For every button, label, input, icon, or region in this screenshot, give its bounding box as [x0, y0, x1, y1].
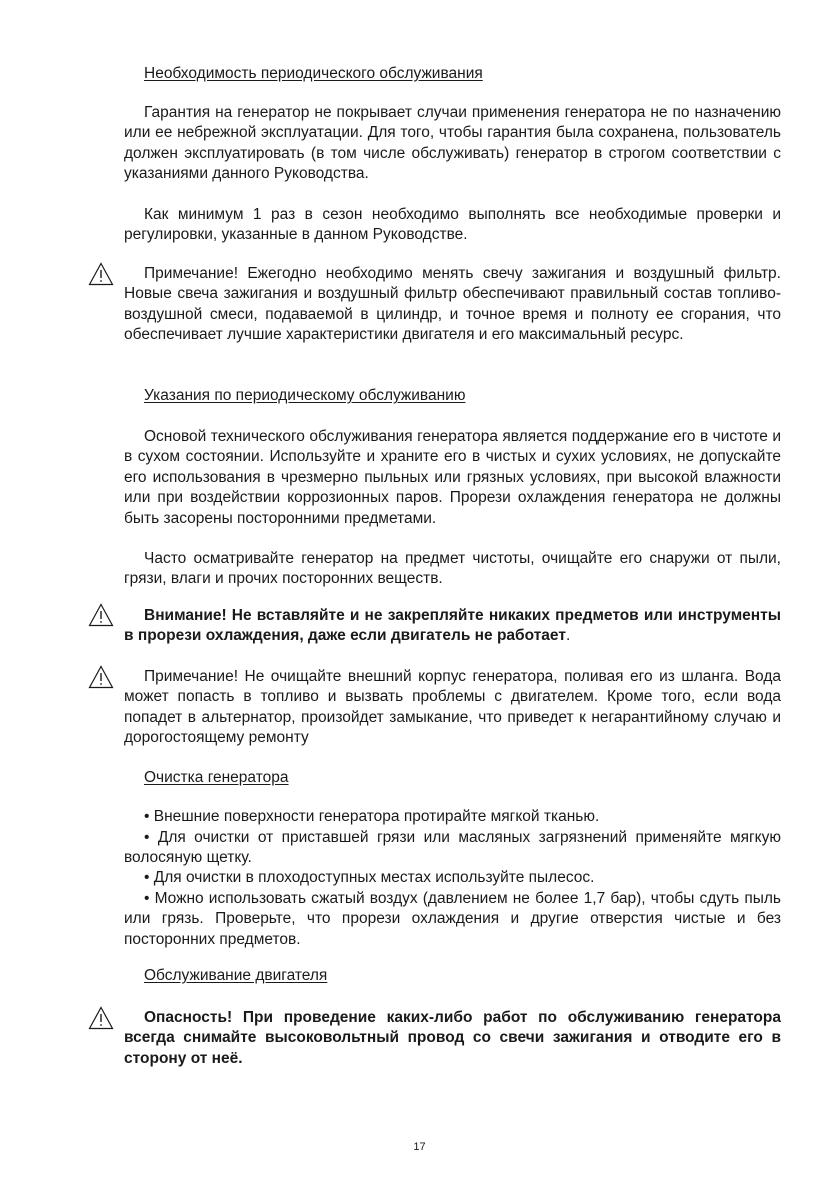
warning-triangle-icon	[88, 1006, 114, 1030]
warning-triangle-icon	[88, 665, 114, 689]
section-heading-cleaning: Очистка генератора	[144, 769, 289, 786]
list-item: • Можно использовать сжатый воздух (давлением не более 1,7 бар), чтобы сдуть пыль или грязь. Проверьте, что прорези охлаждения и другие отверстия чистые и без посторонних предметов.	[124, 890, 781, 948]
note-spark-plug-filter: Примечание! Ежегодно необходимо менять свечу зажигания и воздушный фильтр. Новые свеча зажигания и воздушный фильтр обеспечивают правильный состав топливо-воздушной смеси, подаваемой в цилиндр, и точное время и полноту ее сгорания, что обеспечивает лучшие характеристики двигателя и его максимальный ресурс.	[124, 265, 781, 344]
paragraph-inspect: Часто осматривайте генератор на предмет чистоты, очищайте его снаружи от пыли, грязи, влаги и прочих посторонних веществ.	[124, 550, 781, 588]
note-no-hose: Примечание! Не очищайте внешний корпус генератора, поливая его из шланга. Вода может попасть в топливо и вызвать проблемы с двигателем. Кроме того, если вода попадет в альтернатор, произойдет замыкание, что приведет к негарантийному случаю и дорогостоящему ремонту	[124, 668, 781, 747]
section-heading-engine-service: Обслуживание двигателя	[144, 967, 328, 984]
list-item: • Для очистки в плоходоступных местах используйте пылесос.	[144, 869, 595, 886]
danger-spark-plug-wire: Опасность! При проведение каких-либо работ по обслуживанию генератора всегда снимайте высоковольтный провод со свечи зажигания и отводите его в сторону от неё.	[124, 1009, 781, 1067]
list-item: • Внешние поверхности генератора протирайте мягкой тканью.	[144, 808, 600, 825]
paragraph-warranty: Гарантия на генератор не покрывает случаи применения генератора не по назначению или ее небрежной эксплуатации. Для того, чтобы гарантия была сохранена, пользователь должен эксплуатировать (в том числе обслуживать) генератор в строгом соответствии с указаниями данного Руководства.	[124, 104, 781, 183]
paragraph-season-checks: Как минимум 1 раз в сезон необходимо выполнять все необходимые проверки и регулировки, указанные в данном Руководстве.	[124, 206, 781, 244]
warning-cooling-slots-end: .	[565, 627, 571, 645]
page-number: 17	[413, 1141, 426, 1153]
warning-triangle-icon	[88, 603, 114, 627]
warning-triangle-icon	[88, 262, 114, 286]
section-heading-periodic-maintenance: Необходимость периодического обслуживания	[144, 65, 483, 82]
section-heading-maintenance-instructions: Указания по периодическому обслуживанию	[144, 387, 466, 404]
warning-cooling-slots	[124, 606, 781, 647]
list-item: • Для очистки от приставшей грязи или масляных загрязнений применяйте мягкую волосяную щетку.	[124, 829, 781, 867]
paragraph-keep-clean: Основой технического обслуживания генератора является поддержание его в чистоте и в сухом состоянии. Используйте и храните его в чистых и сухих условиях, не допускайте его использования в чрезмерно пыльных или грязных условиях, при высокой влажности или при воздействии коррозионных паров. Прорези охлаждения генератора не должны быть засорены посторонними предметами.	[124, 428, 781, 527]
warning-cooling-slots-text: Внимание! Не вставляйте и не закрепляйте никаких предметов или инструменты в прорези охлаждения, даже если двигатель не работает	[124, 607, 781, 645]
